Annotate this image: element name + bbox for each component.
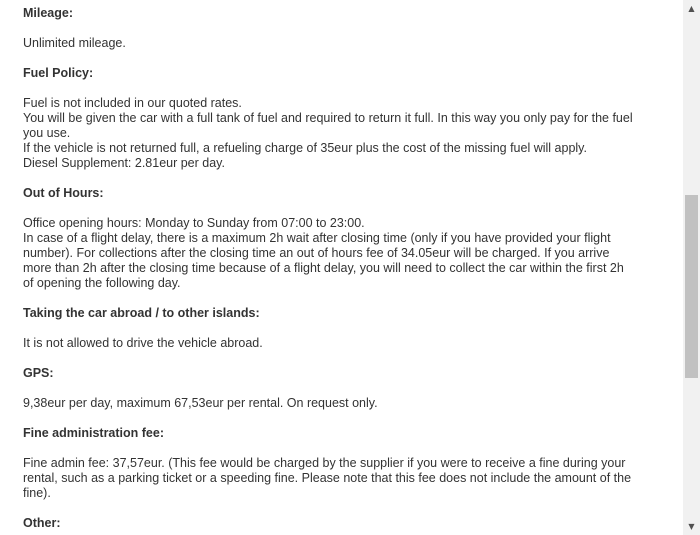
body-line: rental, such as a parking ticket or a speeding fine. Please note that this fee does not include the amount of the <box>23 471 632 485</box>
section-heading: Other: <box>23 516 61 530</box>
scroll-up-arrow-icon[interactable]: ▲ <box>688 4 695 13</box>
section-body <box>23 216 663 291</box>
section-body <box>23 36 663 51</box>
body-line: In case of a flight delay, there is a maximum 2h wait after closing time (only if you have provided your flight <box>23 231 611 245</box>
section-heading: GPS: <box>23 366 54 380</box>
section-heading: Mileage: <box>23 6 74 20</box>
section-fine-fee <box>23 426 663 501</box>
section-abroad <box>23 306 663 351</box>
section-out-of-hours <box>23 186 663 291</box>
body-line: fine). <box>23 486 51 500</box>
section-other <box>23 516 663 531</box>
section-body <box>23 96 663 171</box>
section-body <box>23 456 663 501</box>
section-fuel-policy <box>23 66 663 171</box>
section-gps <box>23 366 663 411</box>
vertical-scrollbar[interactable] <box>683 0 700 535</box>
scroll-down-arrow-icon[interactable]: ▼ <box>688 522 695 531</box>
section-heading: Fine administration fee: <box>23 426 164 440</box>
body-line: Fine admin fee: 37,57eur. (This fee would be charged by the supplier if you were to receive a fine during your <box>23 456 626 470</box>
body-line: more than 2h after the closing time because of a flight delay, you will need to collect the car within the first 2h <box>23 261 624 275</box>
scroll-thumb[interactable] <box>685 195 698 378</box>
section-body <box>23 396 663 411</box>
body-line: you use. <box>23 126 71 140</box>
body-line: Office opening hours: Monday to Sunday from 07:00 to 23:00. <box>23 216 365 230</box>
body-line: Fuel is not included in our quoted rates. <box>23 96 242 110</box>
section-heading: Taking the car abroad / to other islands: <box>23 306 260 320</box>
body-line: of opening the following day. <box>23 276 181 290</box>
body-line: You will be given the car with a full tank of fuel and required to return it full. In this way you only pay for the fuel <box>23 111 633 125</box>
section-heading: Out of Hours: <box>23 186 104 200</box>
body-line: If the vehicle is not returned full, a refueling charge of 35eur plus the cost of the missing fuel will apply. <box>23 141 587 155</box>
body-line: Diesel Supplement: 2.81eur per day. <box>23 156 225 170</box>
body-line: number). For collections after the closing time an out of hours fee of 34.05eur will be charged. If you arrive <box>23 246 610 260</box>
section-heading: Fuel Policy: <box>23 66 94 80</box>
section-body <box>23 336 663 351</box>
body-line: 9,38eur per day, maximum 67,53eur per rental. On request only. <box>23 396 378 410</box>
body-line: It is not allowed to drive the vehicle abroad. <box>23 336 263 350</box>
body-line: Unlimited mileage. <box>23 36 126 50</box>
section-mileage <box>23 6 663 51</box>
